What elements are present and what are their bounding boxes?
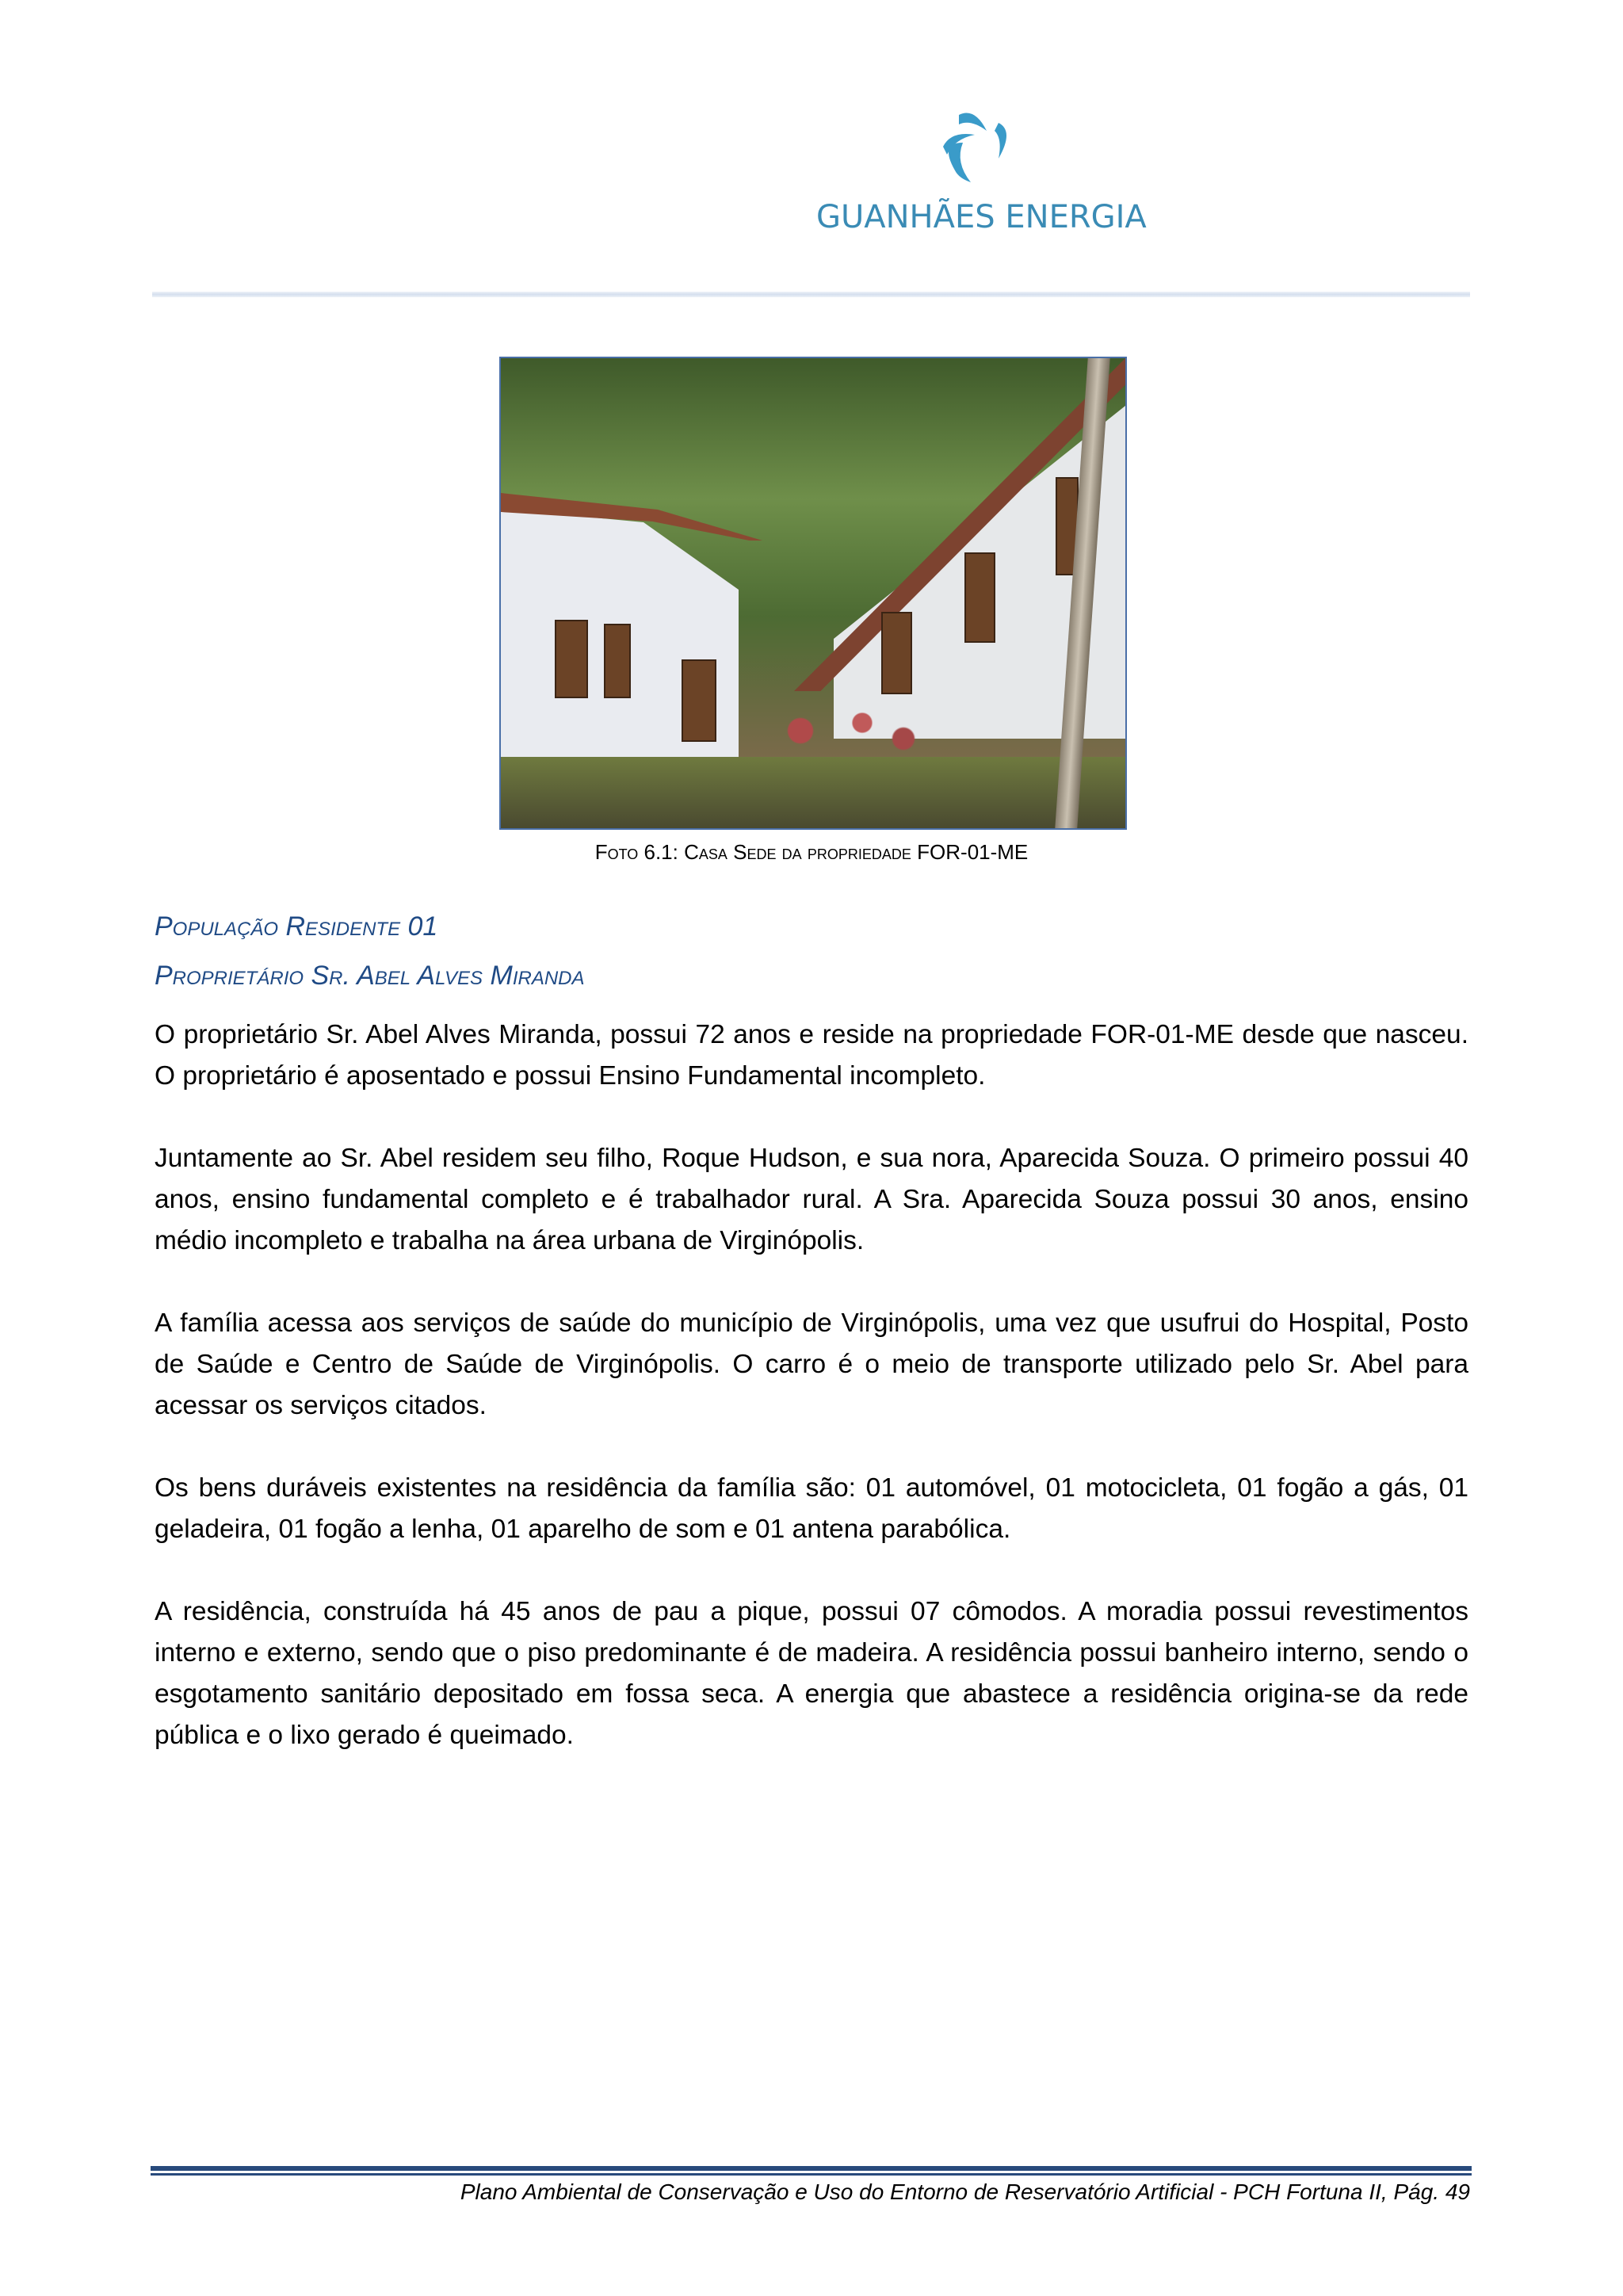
photo-casa-sede (499, 357, 1127, 830)
swirl-logo-icon (927, 107, 1022, 194)
page-footer: Plano Ambiental de Conservação e Uso do Entorno de Reservatório Artificial - PCH Fortuna II, Pág. 49 (460, 2179, 1470, 2204)
section-heading: População Residente 01 (155, 911, 438, 942)
footer-divider (151, 2166, 1472, 2171)
footer-divider-thin (151, 2173, 1472, 2176)
company-logo (816, 107, 1147, 246)
paragraph: A residência, construída há 45 anos de pau a pique, possui 07 cômodos. A moradia possui revestimentos interno e externo, sendo que o piso predominante é de madeira. A residência possui banheiro interno, sendo o esgotamento sanitário depositado em fossa seca. A energia que abastece a residência origina-se da rede pública e o lixo gerado é queimado. (155, 1597, 1468, 1750)
paragraph: A família acessa aos serviços de saúde do município de Virginópolis, uma vez que usufrui do Hospital, Posto de Saúde e Centro de Saúde de Virginópolis. O carro é o meio de transporte utilizado pelo Sr. Abel para acessar os serviços citados. (155, 1308, 1468, 1420)
paragraph: Os bens duráveis existentes na residência da família são: 01 automóvel, 01 motocicleta, 01 fogão a gás, 01 geladeira, 01 fogão a lenha, 01 aparelho de som e 01 antena parabólica. (155, 1473, 1468, 1544)
logo-text: GUANHÃES ENERGIA (816, 199, 1147, 235)
photo-caption: Foto 6.1: Casa Sede da propriedade FOR-01-ME (594, 840, 1029, 864)
paragraph: Juntamente ao Sr. Abel residem seu filho, Roque Hudson, e sua nora, Aparecida Souza. O primeiro possui 40 anos, ensino fundamental completo e é trabalhador rural. A Sra. Aparecida Souza possui 30 anos, ensino médio incompleto e trabalha na área urbana de Virginópolis. (155, 1144, 1468, 1255)
paragraph: O proprietário Sr. Abel Alves Miranda, possui 72 anos e reside na propriedade FOR-01-ME desde que nasceu. O proprietário é aposentado e possui Ensino Fundamental incompleto. (155, 1020, 1468, 1091)
body-text (155, 1014, 1468, 1797)
subsection-heading: Proprietário Sr. Abel Alves Miranda (155, 961, 585, 991)
header-divider (152, 292, 1470, 297)
